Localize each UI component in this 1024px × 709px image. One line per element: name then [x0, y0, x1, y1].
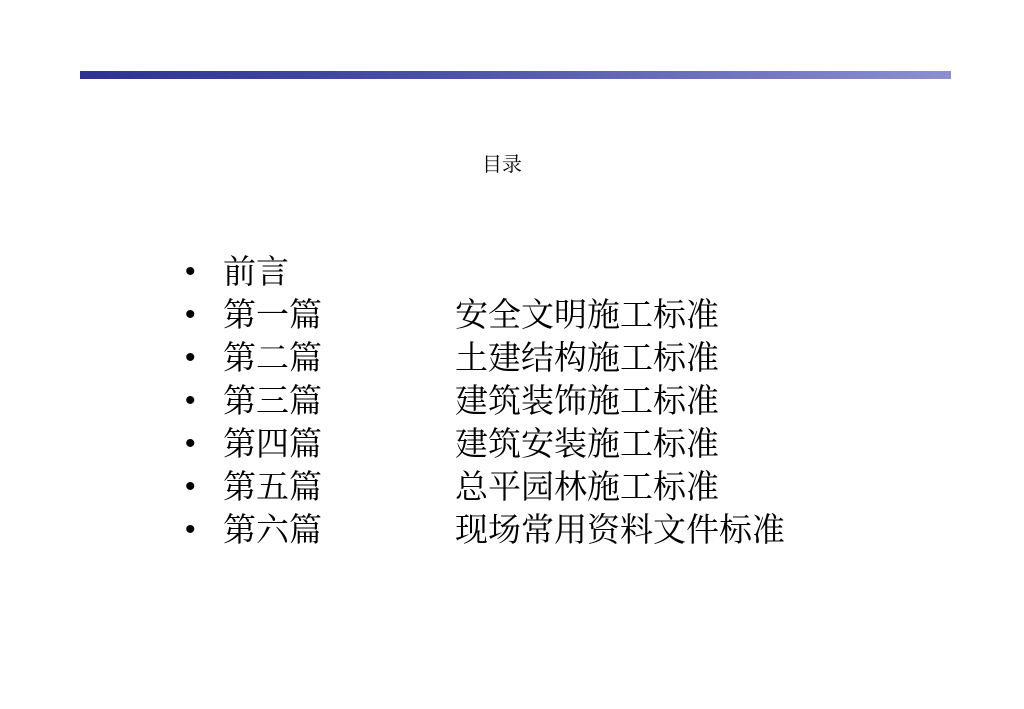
- toc-item-part-2: [185, 336, 785, 379]
- toc-part-label: 第六篇: [223, 510, 322, 549]
- bullet-icon: •: [185, 427, 196, 460]
- bullet-icon: •: [185, 298, 196, 331]
- toc-part-label: 第二篇: [223, 338, 322, 377]
- toc-part-title: 总平园林施工标准: [455, 467, 719, 506]
- toc-part-title: 现场常用资料文件标准: [455, 510, 785, 549]
- toc-part-title: 土建结构施工标准: [455, 338, 719, 377]
- toc-list: [185, 250, 785, 551]
- page-title: 目录: [482, 152, 522, 176]
- toc-part-label: 前言: [223, 252, 289, 291]
- toc-part-label: 第五篇: [223, 467, 322, 506]
- toc-item-preface: [185, 250, 785, 293]
- toc-item-part-1: [185, 293, 785, 336]
- bullet-icon: •: [185, 384, 196, 417]
- bullet-icon: •: [185, 513, 196, 546]
- toc-part-label: 第四篇: [223, 424, 322, 463]
- bullet-icon: •: [185, 470, 196, 503]
- toc-item-part-5: [185, 465, 785, 508]
- toc-part-title: 安全文明施工标准: [455, 295, 719, 334]
- bullet-icon: •: [185, 255, 196, 288]
- toc-part-label: 第一篇: [223, 295, 322, 334]
- toc-item-part-4: [185, 422, 785, 465]
- toc-part-title: 建筑装饰施工标准: [455, 381, 719, 420]
- toc-item-part-6: [185, 508, 785, 551]
- header-rule: [80, 71, 951, 79]
- toc-part-title: 建筑安装施工标准: [455, 424, 719, 463]
- toc-part-label: 第三篇: [223, 381, 322, 420]
- toc-item-part-3: [185, 379, 785, 422]
- bullet-icon: •: [185, 341, 196, 374]
